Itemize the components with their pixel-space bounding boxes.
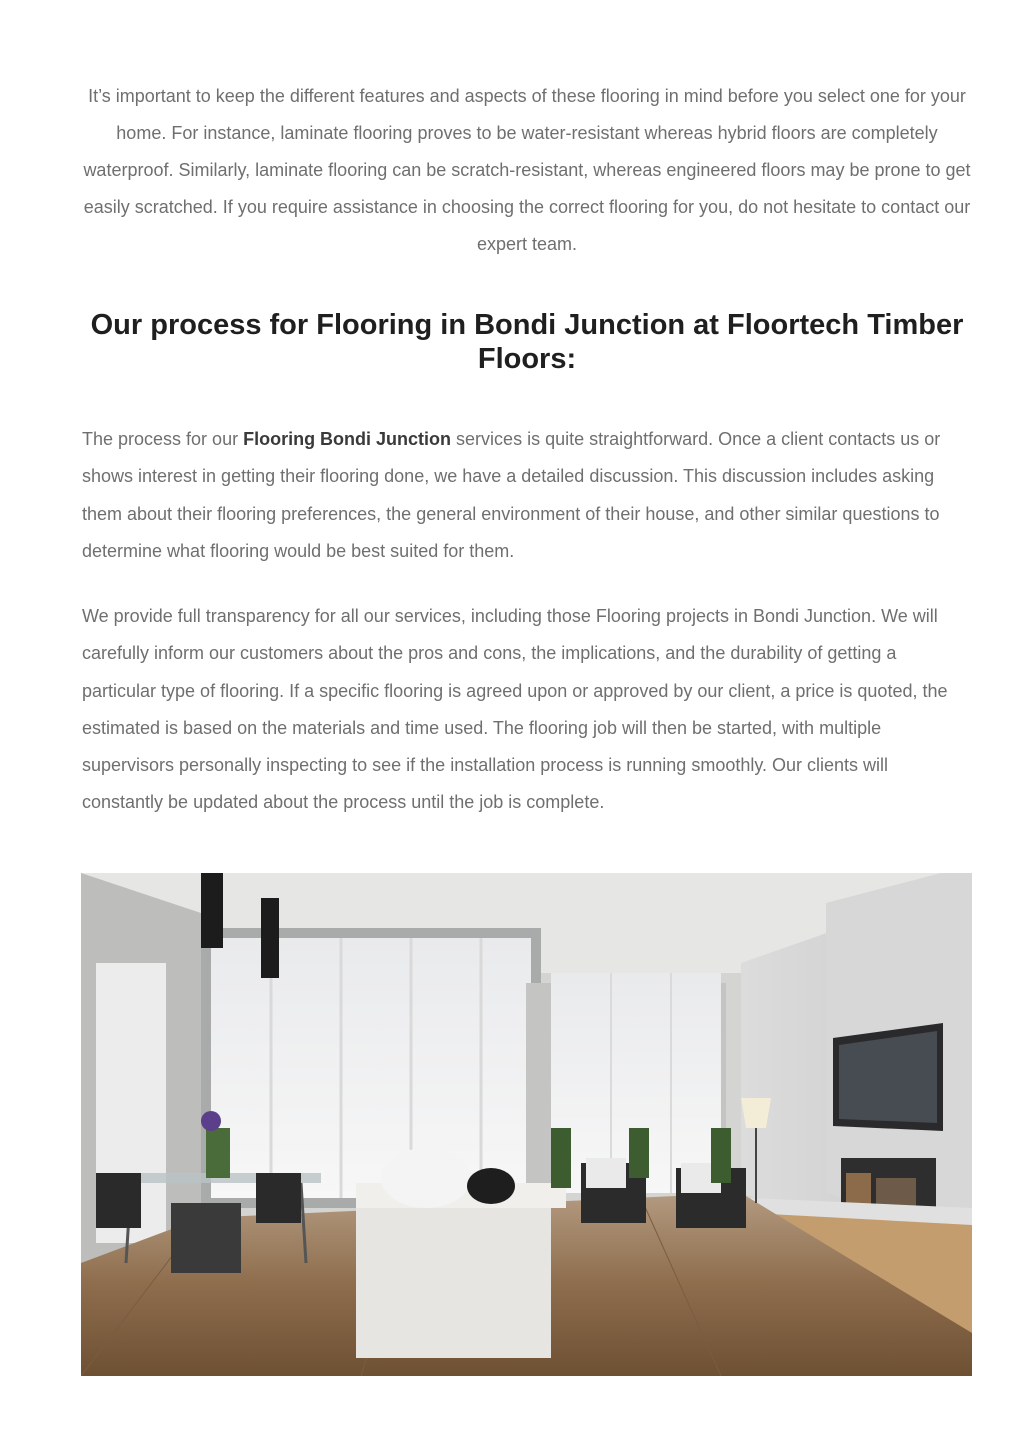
living-room-photo bbox=[81, 873, 972, 1376]
intro-paragraph: It’s important to keep the different features and aspects of these flooring in mind before you select one for your home. For instance, laminate flooring proves to be water-resistant whereas hybrid floors are completely waterproof. Similarly, laminate flooring can be scratch-resistant, whereas engineered floors may be prone to get easily scratched. If you require assistance in choosing the correct flooring for you, do not hesitate to contact our expert team. bbox=[83, 86, 971, 254]
service-name-bold: Flooring Bondi Junction bbox=[243, 429, 452, 449]
transparency-paragraph: We provide full transparency for all our services, including those Flooring projects in Bondi Junction. We will carefully inform our customers about the pros and cons, the implications, and the durability of getting a particular type of flooring. If a specific flooring is agreed upon or approved by our client, a price is quoted, the estimated is based on the materials and time used. The flooring job will then be started, with multiple supervisors personally inspecting to see if the installation process is running smoothly. Our clients will constantly be updated about the process until the job is complete. bbox=[82, 606, 948, 813]
room-scene bbox=[81, 873, 972, 1376]
process-paragraph bbox=[82, 421, 972, 570]
process-text-start: The process for our bbox=[82, 429, 244, 449]
section-heading: Our process for Flooring in Bondi Junction at Floortech Timber Floors: bbox=[90, 309, 964, 375]
process-text-end: services is quite straightforward. Once a client contacts us or shows interest in getting their flooring done, we have a detailed discussion. This discussion includes asking them about their flooring preferences, the general environment of their house, and other similar questions to determine what flooring would be best suited for them. bbox=[82, 429, 941, 561]
